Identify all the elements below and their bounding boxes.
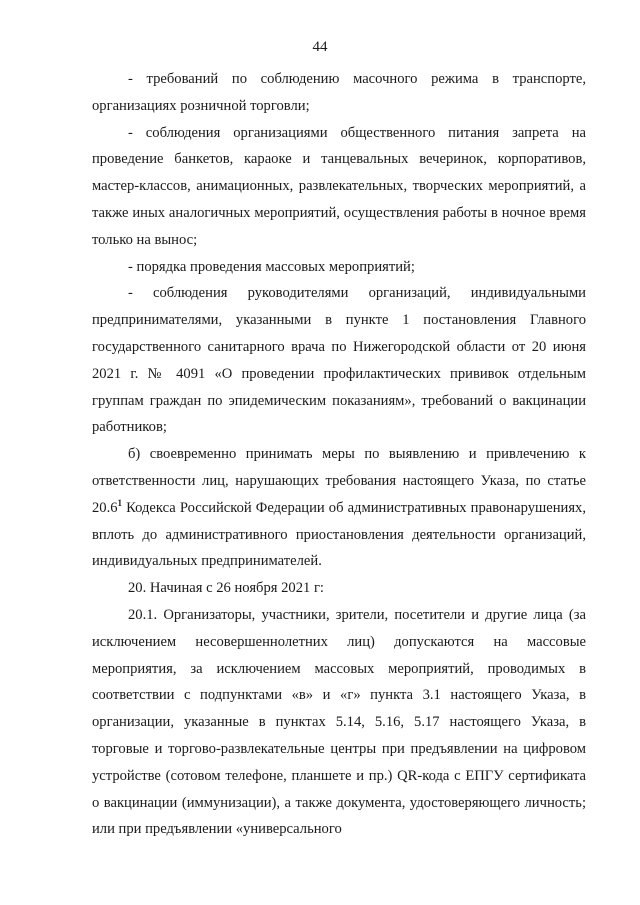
paragraph-section-20-1: 20.1. Организаторы, участники, зрители, посетители и другие лица (за исключением несовершеннолетних лиц) допускаются на массовые мероприятия, за исключением массовых мероприятий, проводимых в соответствии с подпунктами «в» и «г» пункта 3.1 настоящего Указа, в организации, указанные в пунктах 5.14, 5.16, 5.17 настоящего Указа, в торговые и торгово-развлекательные центры при предъявлении на цифровом устройстве (сотовом телефоне, планшете и пр.) QR-кода с ЕПГУ сертификата о вакцинации (иммунизации), а также документа, удостоверяющего личность; или при предъявлении «универсального [92, 606, 586, 838]
paragraph-vaccination-of-workers: - соблюдения руководителями организаций, индивидуальными предпринимателями, указанными в пункте 1 постановления Главного государственного санитарного врача по Нижегородской области от 20 июня 2021 г. № 4091 «О проведении профилактических прививок отдельным группам граждан по эпидемическим показаниям», требований о вакцинации работников; [92, 285, 586, 436]
paragraph-liability-measures [92, 441, 586, 575]
article-rest: Кодекса Российской Федерации об административных правонарушениях, вплоть до административного приостановления деятельности организаций, индивидуальных предпринимателей. [92, 499, 586, 570]
article-superscript: 1 [117, 497, 123, 508]
paragraph-section-20-heading: 20. Начиная с 26 ноября 2021 г: [128, 580, 324, 597]
page-number: 44 [312, 39, 328, 55]
paragraph-mass-events-order: - порядка проведения массовых мероприятий; [128, 258, 415, 275]
document-body [92, 66, 586, 843]
liability-text: б) своевременно принимать меры по выявлению и привлечению к ответственности лиц, нарушающих требования настоящего Указа, по статье [92, 446, 586, 489]
article-number: 20.6 [92, 499, 118, 516]
paragraph-catering-ban: - соблюдения организациями общественного питания запрета на проведение банкетов, караоке и танцевальных вечеринок, корпоративов, мастер-классов, анимационных, развлекательных, творческих мероприятий, а также иных аналогичных мероприятий, осуществления работы в ночное время только на вынос; [92, 124, 586, 248]
article-reference [92, 497, 586, 570]
paragraph-mask-requirements: - требований по соблюдению масочного режима в транспорте, организациях розничной торговли; [92, 71, 586, 114]
